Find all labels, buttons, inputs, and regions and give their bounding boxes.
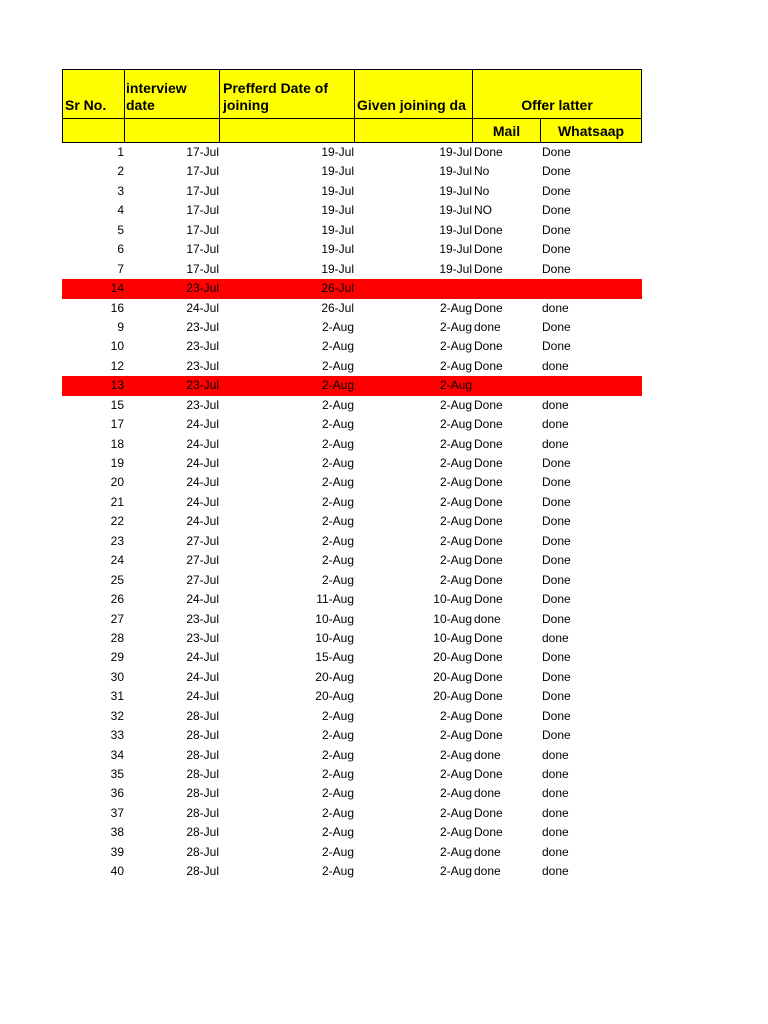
table-row[interactable] bbox=[62, 162, 642, 181]
cell-preferred-date[interactable]: 20-Aug bbox=[315, 689, 354, 704]
cell-interview-date[interactable]: 23-Jul bbox=[186, 281, 219, 296]
table-row[interactable] bbox=[62, 765, 642, 784]
cell-sr-no[interactable]: 7 bbox=[117, 261, 124, 276]
cell-given-date[interactable]: 2-Aug bbox=[439, 475, 472, 490]
cell-mail[interactable]: No bbox=[474, 183, 490, 198]
table-row[interactable] bbox=[62, 415, 642, 434]
cell-preferred-date[interactable]: 2-Aug bbox=[321, 494, 354, 509]
cell-given-date[interactable]: 2-Aug bbox=[439, 494, 472, 509]
cell-given-date[interactable]: 2-Aug bbox=[439, 417, 472, 432]
table-row[interactable] bbox=[62, 804, 642, 823]
cell-preferred-date[interactable]: 2-Aug bbox=[321, 825, 354, 840]
header-whatsapp-label: Whatsaap bbox=[557, 123, 625, 139]
cell-interview-date[interactable]: 23-Jul bbox=[186, 319, 219, 334]
cell-given-date[interactable]: 10-Aug bbox=[433, 592, 472, 607]
cell-preferred-date[interactable]: 19-Jul bbox=[321, 203, 354, 218]
table-row[interactable] bbox=[62, 648, 642, 667]
cell-given-date[interactable]: 2-Aug bbox=[439, 864, 472, 879]
header-sr-no[interactable] bbox=[62, 69, 125, 119]
table-row[interactable] bbox=[62, 182, 642, 201]
cell-given-date[interactable]: 2-Aug bbox=[439, 728, 472, 743]
table-row[interactable] bbox=[62, 629, 642, 648]
table-row[interactable] bbox=[62, 726, 642, 745]
cell-whatsapp[interactable]: Done bbox=[542, 145, 571, 159]
cell-whatsapp[interactable]: Done bbox=[542, 242, 571, 257]
cell-mail[interactable]: done bbox=[474, 611, 501, 626]
table-row[interactable] bbox=[62, 843, 642, 862]
cell-given-date[interactable]: 2-Aug bbox=[439, 339, 472, 354]
cell-mail[interactable]: Done bbox=[474, 630, 503, 645]
cell-mail[interactable]: Done bbox=[474, 242, 503, 257]
table-row[interactable] bbox=[62, 279, 642, 298]
table-row[interactable] bbox=[62, 376, 642, 395]
cell-preferred-date[interactable]: 2-Aug bbox=[321, 708, 354, 723]
cell-whatsapp[interactable]: done bbox=[542, 767, 569, 781]
cell-interview-date[interactable]: 24-Jul bbox=[186, 669, 219, 684]
cell-mail[interactable]: Done bbox=[474, 397, 503, 412]
cell-mail[interactable]: done bbox=[474, 747, 501, 762]
table-row[interactable] bbox=[62, 590, 642, 609]
cell-mail[interactable]: done bbox=[474, 319, 501, 334]
header-interview-date[interactable] bbox=[124, 69, 220, 119]
cell-mail[interactable]: Done bbox=[474, 222, 503, 237]
cell-given-date[interactable]: 19-Jul bbox=[439, 145, 472, 159]
cell-preferred-date[interactable]: 2-Aug bbox=[321, 456, 354, 470]
header-interview-line2: date bbox=[126, 97, 155, 113]
cell-sr-no[interactable]: 13 bbox=[110, 378, 124, 393]
cell-sr-no[interactable]: 14 bbox=[110, 281, 124, 296]
cell-mail[interactable]: Done bbox=[474, 825, 503, 840]
cell-interview-date[interactable]: 28-Jul bbox=[186, 825, 219, 840]
cell-sr-no[interactable]: 22 bbox=[110, 514, 124, 529]
cell-given-date[interactable]: 2-Aug bbox=[439, 319, 472, 334]
cell-given-date[interactable]: 2-Aug bbox=[439, 514, 472, 529]
cell-mail[interactable]: Done bbox=[474, 145, 503, 159]
cell-interview-date[interactable]: 17-Jul bbox=[186, 145, 219, 159]
cell-given-date[interactable]: 2-Aug bbox=[439, 378, 472, 393]
cell-mail[interactable]: Done bbox=[474, 669, 503, 684]
cell-mail[interactable]: Done bbox=[474, 475, 503, 490]
table-row[interactable] bbox=[62, 687, 642, 706]
header-interview-sub[interactable] bbox=[124, 118, 220, 143]
cell-interview-date[interactable]: 27-Jul bbox=[186, 553, 219, 568]
cell-mail[interactable]: Done bbox=[474, 261, 503, 276]
cell-interview-date[interactable]: 28-Jul bbox=[186, 767, 219, 781]
spreadsheet bbox=[62, 69, 642, 882]
cell-interview-date[interactable]: 17-Jul bbox=[186, 222, 219, 237]
cell-whatsapp[interactable]: done bbox=[542, 825, 569, 840]
cell-interview-date[interactable]: 24-Jul bbox=[186, 300, 219, 315]
cell-preferred-date[interactable]: 2-Aug bbox=[321, 572, 354, 587]
cell-whatsapp[interactable]: Done bbox=[542, 456, 571, 470]
cell-given-date[interactable]: 2-Aug bbox=[439, 786, 472, 801]
cell-whatsapp[interactable]: Done bbox=[542, 728, 571, 743]
table-body bbox=[62, 143, 642, 882]
cell-given-date[interactable]: 2-Aug bbox=[439, 572, 472, 587]
cell-preferred-date[interactable]: 10-Aug bbox=[315, 611, 354, 626]
cell-whatsapp[interactable]: Done bbox=[542, 689, 571, 704]
cell-mail[interactable]: Done bbox=[474, 456, 503, 470]
cell-preferred-date[interactable]: 11-Aug bbox=[316, 592, 354, 607]
cell-preferred-date[interactable]: 19-Jul bbox=[321, 242, 354, 257]
table-row[interactable] bbox=[62, 201, 642, 220]
cell-whatsapp[interactable]: Done bbox=[542, 708, 571, 723]
cell-given-date[interactable]: 20-Aug bbox=[433, 669, 472, 684]
cell-preferred-date[interactable]: 2-Aug bbox=[321, 397, 354, 412]
cell-mail[interactable]: done bbox=[474, 786, 501, 801]
table-row[interactable] bbox=[62, 240, 642, 259]
cell-given-date[interactable]: 19-Jul bbox=[439, 242, 472, 257]
cell-sr-no[interactable]: 6 bbox=[117, 242, 124, 257]
cell-preferred-date[interactable]: 19-Jul bbox=[321, 164, 354, 179]
cell-whatsapp[interactable]: Done bbox=[542, 669, 571, 684]
cell-sr-no[interactable]: 28 bbox=[110, 630, 124, 645]
table-row[interactable] bbox=[62, 551, 642, 570]
cell-preferred-date[interactable]: 2-Aug bbox=[321, 339, 354, 354]
cell-sr-no[interactable]: 1 bbox=[117, 145, 124, 159]
cell-given-date[interactable]: 2-Aug bbox=[439, 708, 472, 723]
cell-sr-no[interactable]: 24 bbox=[110, 553, 124, 568]
cell-preferred-date[interactable]: 2-Aug bbox=[321, 378, 354, 393]
cell-sr-no[interactable]: 38 bbox=[110, 825, 124, 840]
header-preferred-line2: joining bbox=[223, 97, 269, 113]
cell-preferred-date[interactable]: 10-Aug bbox=[315, 630, 354, 645]
cell-mail[interactable]: Done bbox=[474, 436, 503, 451]
table-row[interactable] bbox=[62, 396, 642, 415]
cell-preferred-date[interactable]: 2-Aug bbox=[321, 319, 354, 334]
cell-whatsapp[interactable]: done bbox=[542, 786, 569, 801]
cell-sr-no[interactable]: 20 bbox=[110, 475, 124, 490]
table-row[interactable] bbox=[62, 221, 642, 240]
cell-sr-no[interactable]: 23 bbox=[110, 533, 124, 548]
header-sr-no-label: Sr No. bbox=[65, 97, 107, 113]
table-row[interactable] bbox=[62, 473, 642, 492]
cell-interview-date[interactable]: 17-Jul bbox=[186, 261, 219, 276]
cell-interview-date[interactable]: 24-Jul bbox=[186, 592, 219, 607]
header-offer-label: Offer latter bbox=[521, 97, 593, 113]
cell-sr-no[interactable]: 27 bbox=[110, 611, 124, 626]
cell-preferred-date[interactable]: 2-Aug bbox=[321, 728, 354, 743]
cell-sr-no[interactable]: 2 bbox=[117, 164, 124, 179]
cell-mail[interactable]: Done bbox=[474, 358, 503, 373]
cell-whatsapp[interactable]: Done bbox=[542, 514, 571, 529]
cell-interview-date[interactable]: 17-Jul bbox=[186, 164, 219, 179]
cell-preferred-date[interactable]: 2-Aug bbox=[321, 767, 354, 781]
cell-whatsapp[interactable]: Done bbox=[542, 533, 571, 548]
header-mail[interactable] bbox=[472, 118, 541, 143]
cell-preferred-date[interactable]: 2-Aug bbox=[321, 844, 354, 859]
cell-sr-no[interactable]: 31 bbox=[110, 689, 124, 704]
cell-whatsapp[interactable]: Done bbox=[542, 494, 571, 509]
table-row[interactable] bbox=[62, 512, 642, 531]
cell-mail[interactable]: Done bbox=[474, 592, 503, 607]
table-row[interactable] bbox=[62, 337, 642, 356]
cell-whatsapp[interactable]: Done bbox=[542, 650, 571, 665]
cell-whatsapp[interactable]: done bbox=[542, 805, 569, 820]
cell-given-date[interactable]: 20-Aug bbox=[433, 689, 472, 704]
header-preferred-line1: Prefferd Date of bbox=[223, 80, 329, 96]
cell-mail[interactable]: No bbox=[474, 164, 490, 179]
cell-preferred-date[interactable]: 19-Jul bbox=[321, 261, 354, 276]
cell-mail[interactable]: Done bbox=[474, 417, 503, 432]
cell-interview-date[interactable]: 24-Jul bbox=[186, 494, 219, 509]
cell-given-date[interactable]: 2-Aug bbox=[439, 456, 472, 470]
table-row[interactable] bbox=[62, 454, 642, 473]
cell-given-date[interactable]: 2-Aug bbox=[439, 397, 472, 412]
table-row[interactable] bbox=[62, 610, 642, 629]
cell-mail[interactable]: Done bbox=[474, 514, 503, 529]
cell-given-date[interactable]: 2-Aug bbox=[439, 300, 472, 315]
cell-mail[interactable]: Done bbox=[474, 533, 503, 548]
table-row[interactable] bbox=[62, 862, 642, 881]
cell-mail[interactable]: Done bbox=[474, 572, 503, 587]
cell-given-date[interactable]: 2-Aug bbox=[439, 767, 472, 781]
cell-preferred-date[interactable]: 2-Aug bbox=[321, 805, 354, 820]
table-row[interactable] bbox=[62, 532, 642, 551]
table-row[interactable] bbox=[62, 746, 642, 765]
cell-interview-date[interactable]: 23-Jul bbox=[186, 397, 219, 412]
cell-preferred-date[interactable]: 2-Aug bbox=[321, 786, 354, 801]
cell-interview-date[interactable]: 17-Jul bbox=[186, 183, 219, 198]
cell-whatsapp[interactable]: done bbox=[542, 864, 569, 879]
table-row[interactable] bbox=[62, 784, 642, 803]
cell-given-date[interactable]: 19-Jul bbox=[439, 164, 472, 179]
table-row[interactable] bbox=[62, 318, 642, 337]
cell-mail[interactable]: Done bbox=[474, 708, 503, 723]
cell-interview-date[interactable]: 28-Jul bbox=[186, 844, 219, 859]
cell-whatsapp[interactable]: done bbox=[542, 358, 569, 373]
table-row[interactable] bbox=[62, 668, 642, 687]
cell-given-date[interactable]: 19-Jul bbox=[439, 222, 472, 237]
cell-sr-no[interactable]: 18 bbox=[110, 436, 124, 451]
cell-given-date[interactable]: 2-Aug bbox=[439, 553, 472, 568]
cell-mail[interactable]: Done bbox=[474, 805, 503, 820]
cell-sr-no[interactable]: 21 bbox=[110, 494, 124, 509]
cell-mail[interactable]: Done bbox=[474, 689, 503, 704]
cell-whatsapp[interactable]: Done bbox=[542, 222, 571, 237]
cell-mail[interactable]: Done bbox=[474, 767, 503, 781]
cell-given-date[interactable]: 2-Aug bbox=[439, 436, 472, 451]
header-given-label: Given joining da bbox=[357, 97, 466, 113]
cell-interview-date[interactable]: 28-Jul bbox=[186, 747, 219, 762]
table-row[interactable] bbox=[62, 493, 642, 512]
cell-sr-no[interactable]: 33 bbox=[110, 728, 124, 743]
cell-given-date[interactable]: 2-Aug bbox=[439, 805, 472, 820]
cell-mail[interactable]: Done bbox=[474, 300, 503, 315]
cell-mail[interactable]: Done bbox=[474, 650, 503, 665]
cell-preferred-date[interactable]: 15-Aug bbox=[315, 650, 354, 665]
cell-sr-no[interactable]: 15 bbox=[110, 397, 124, 412]
cell-sr-no[interactable]: 10 bbox=[110, 339, 124, 354]
cell-mail[interactable]: done bbox=[474, 864, 501, 879]
cell-interview-date[interactable]: 24-Jul bbox=[186, 436, 219, 451]
cell-whatsapp[interactable]: Done bbox=[542, 572, 571, 587]
cell-whatsapp[interactable]: done bbox=[542, 300, 569, 315]
cell-sr-no[interactable]: 40 bbox=[110, 864, 124, 879]
cell-sr-no[interactable]: 5 bbox=[117, 222, 124, 237]
cell-preferred-date[interactable]: 2-Aug bbox=[321, 514, 354, 529]
cell-interview-date[interactable]: 23-Jul bbox=[186, 339, 219, 354]
table-row[interactable] bbox=[62, 143, 642, 162]
cell-whatsapp[interactable]: done bbox=[542, 417, 569, 432]
table-row[interactable] bbox=[62, 823, 642, 842]
cell-interview-date[interactable]: 17-Jul bbox=[186, 203, 219, 218]
header-given-sub[interactable] bbox=[354, 118, 473, 143]
cell-sr-no[interactable]: 32 bbox=[110, 708, 124, 723]
cell-sr-no[interactable]: 9 bbox=[117, 319, 124, 334]
cell-interview-date[interactable]: 23-Jul bbox=[186, 611, 219, 626]
cell-given-date[interactable]: 19-Jul bbox=[439, 183, 472, 198]
cell-whatsapp[interactable]: Done bbox=[542, 203, 571, 218]
cell-interview-date[interactable]: 28-Jul bbox=[186, 786, 219, 801]
header-whatsapp[interactable] bbox=[540, 118, 642, 143]
cell-interview-date[interactable]: 24-Jul bbox=[186, 417, 219, 432]
cell-sr-no[interactable]: 12 bbox=[110, 358, 124, 373]
cell-preferred-date[interactable]: 2-Aug bbox=[321, 417, 354, 432]
cell-preferred-date[interactable]: 2-Aug bbox=[321, 436, 354, 451]
header-given-date[interactable] bbox=[354, 69, 473, 119]
cell-interview-date[interactable]: 28-Jul bbox=[186, 864, 219, 879]
cell-interview-date[interactable]: 28-Jul bbox=[186, 708, 219, 723]
header-preferred-date[interactable] bbox=[219, 69, 355, 119]
cell-whatsapp[interactable]: done bbox=[542, 747, 569, 762]
cell-interview-date[interactable]: 24-Jul bbox=[186, 689, 219, 704]
cell-sr-no[interactable]: 25 bbox=[110, 572, 124, 587]
cell-sr-no[interactable]: 29 bbox=[110, 650, 124, 665]
cell-whatsapp[interactable]: Done bbox=[542, 553, 571, 568]
cell-whatsapp[interactable]: Done bbox=[542, 319, 571, 334]
cell-sr-no[interactable]: 37 bbox=[110, 805, 124, 820]
cell-preferred-date[interactable]: 2-Aug bbox=[321, 475, 354, 490]
cell-whatsapp[interactable]: Done bbox=[542, 261, 571, 276]
cell-preferred-date[interactable]: 19-Jul bbox=[321, 145, 354, 159]
cell-sr-no[interactable]: 35 bbox=[110, 767, 124, 781]
cell-sr-no[interactable]: 17 bbox=[110, 417, 124, 432]
cell-preferred-date[interactable]: 2-Aug bbox=[321, 747, 354, 762]
table-row[interactable] bbox=[62, 571, 642, 590]
cell-preferred-date[interactable]: 2-Aug bbox=[321, 864, 354, 879]
cell-preferred-date[interactable]: 26-Jul bbox=[321, 300, 354, 315]
cell-preferred-date[interactable]: 2-Aug bbox=[321, 358, 354, 373]
cell-interview-date[interactable]: 27-Jul bbox=[186, 572, 219, 587]
cell-whatsapp[interactable]: Done bbox=[542, 183, 571, 198]
header-mail-label: Mail bbox=[492, 123, 521, 139]
cell-given-date[interactable]: 2-Aug bbox=[439, 533, 472, 548]
cell-whatsapp[interactable]: Done bbox=[542, 611, 571, 626]
cell-mail[interactable]: done bbox=[474, 844, 501, 859]
cell-interview-date[interactable]: 23-Jul bbox=[186, 358, 219, 373]
cell-given-date[interactable]: 2-Aug bbox=[439, 825, 472, 840]
cell-sr-no[interactable]: 4 bbox=[117, 203, 124, 218]
cell-interview-date[interactable]: 23-Jul bbox=[186, 378, 219, 393]
cell-given-date[interactable]: 10-Aug bbox=[433, 630, 472, 645]
cell-sr-no[interactable]: 39 bbox=[110, 844, 124, 859]
cell-preferred-date[interactable]: 19-Jul bbox=[321, 183, 354, 198]
cell-whatsapp[interactable]: Done bbox=[542, 475, 571, 490]
table-header bbox=[62, 69, 642, 143]
cell-whatsapp[interactable]: done bbox=[542, 630, 569, 645]
table-row[interactable] bbox=[62, 299, 642, 318]
cell-given-date[interactable]: 19-Jul bbox=[439, 261, 472, 276]
cell-mail[interactable]: NO bbox=[474, 203, 492, 218]
header-sr-no-sub[interactable] bbox=[62, 118, 125, 143]
cell-whatsapp[interactable]: done bbox=[542, 397, 569, 412]
cell-interview-date[interactable]: 23-Jul bbox=[186, 630, 219, 645]
cell-preferred-date[interactable]: 2-Aug bbox=[321, 533, 354, 548]
cell-mail[interactable]: Done bbox=[474, 728, 503, 743]
cell-sr-no[interactable]: 3 bbox=[117, 183, 124, 198]
cell-mail[interactable]: Done bbox=[474, 553, 503, 568]
cell-given-date[interactable]: 2-Aug bbox=[439, 358, 472, 373]
cell-given-date[interactable]: 2-Aug bbox=[439, 844, 472, 859]
cell-mail[interactable]: Done bbox=[474, 494, 503, 509]
cell-sr-no[interactable]: 16 bbox=[110, 300, 124, 315]
cell-given-date[interactable]: 20-Aug bbox=[433, 650, 472, 665]
cell-given-date[interactable]: 19-Jul bbox=[439, 203, 472, 218]
table-row[interactable] bbox=[62, 260, 642, 279]
cell-sr-no[interactable]: 34 bbox=[110, 747, 124, 762]
cell-interview-date[interactable]: 28-Jul bbox=[186, 728, 219, 743]
table-row[interactable] bbox=[62, 707, 642, 726]
cell-whatsapp[interactable]: Done bbox=[542, 339, 571, 354]
cell-preferred-date[interactable]: 2-Aug bbox=[321, 553, 354, 568]
cell-interview-date[interactable]: 24-Jul bbox=[186, 514, 219, 529]
cell-given-date[interactable]: 10-Aug bbox=[433, 611, 472, 626]
cell-given-date[interactable]: 2-Aug bbox=[439, 747, 472, 762]
cell-whatsapp[interactable]: Done bbox=[542, 592, 571, 607]
cell-sr-no[interactable]: 30 bbox=[110, 669, 124, 684]
cell-preferred-date[interactable]: 26-Jul bbox=[321, 281, 354, 296]
cell-interview-date[interactable]: 24-Jul bbox=[186, 475, 219, 490]
cell-interview-date[interactable]: 24-Jul bbox=[186, 456, 219, 470]
header-preferred-sub[interactable] bbox=[219, 118, 355, 143]
cell-preferred-date[interactable]: 20-Aug bbox=[315, 669, 354, 684]
cell-interview-date[interactable]: 24-Jul bbox=[186, 650, 219, 665]
cell-whatsapp[interactable]: done bbox=[542, 844, 569, 859]
header-interview-line1: interview bbox=[126, 80, 187, 96]
cell-interview-date[interactable]: 28-Jul bbox=[186, 805, 219, 820]
table-row[interactable] bbox=[62, 435, 642, 454]
cell-sr-no[interactable]: 19 bbox=[110, 456, 124, 470]
cell-sr-no[interactable]: 26 bbox=[110, 592, 124, 607]
cell-mail[interactable]: Done bbox=[474, 339, 503, 354]
cell-interview-date[interactable]: 17-Jul bbox=[186, 242, 219, 257]
header-offer-letter[interactable] bbox=[472, 69, 642, 119]
table-row[interactable] bbox=[62, 357, 642, 376]
cell-whatsapp[interactable]: done bbox=[542, 436, 569, 451]
cell-interview-date[interactable]: 27-Jul bbox=[186, 533, 219, 548]
cell-sr-no[interactable]: 36 bbox=[110, 786, 124, 801]
cell-preferred-date[interactable]: 19-Jul bbox=[321, 222, 354, 237]
cell-whatsapp[interactable]: Done bbox=[542, 164, 571, 179]
